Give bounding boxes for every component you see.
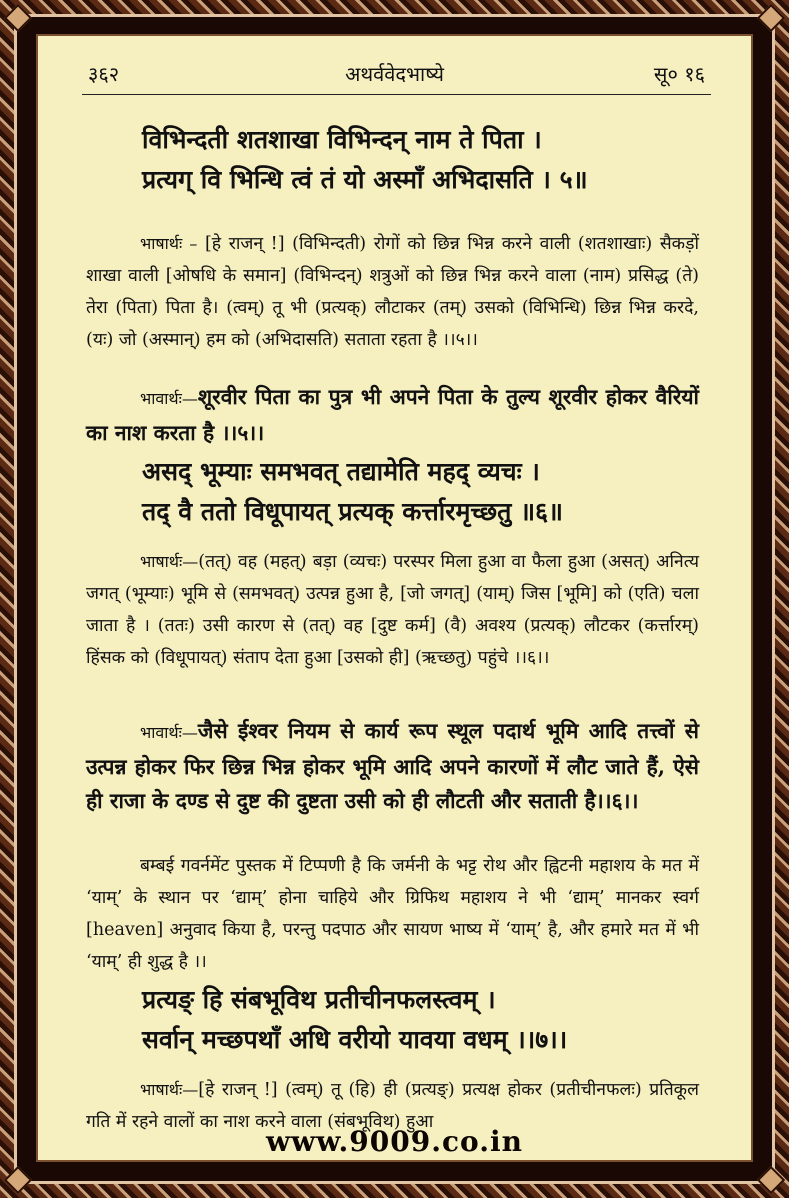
header-rule — [82, 94, 711, 95]
mantra-5-line-2: प्रत्यग् वि भिन्धि त्वं तं यो अस्माँ अभिदासति । ५॥ — [142, 165, 588, 194]
meaning-5-text: [हे राजन् !] (विभिन्दती) रोगों को छिन्न भिन्न करने वाली (शतशाखाः) सैकड़ों शाखा वाली [ओषधि के समान] (विभिन्दन्) शत्रुओं को छिन्न भिन्न करने वाला (नाम) प्रसिद्ध (ते) तेरा (पिता) पिता है। (त्वम्) तू भी (प्रत्यक्) लौटाकर (तम्) उसको (विभिन्धि) छिन्न भिन्न करदे, (यः) जो (अस्मान्) हम को (अभिदासति) सताता रहता है ।।५।। — [86, 234, 699, 350]
mantra-6-line-2: तद् वै ततो विधूपायत् प्रत्यक् कर्त्तारमृच्छतु ॥६॥ — [142, 497, 564, 526]
meaning-6 — [38, 546, 751, 674]
meaning-6-label: भाषार्थः— — [140, 552, 199, 571]
editorial-note — [38, 850, 751, 978]
bhavarth-5 — [38, 380, 751, 450]
mantra-7-line-1: प्रत्यङ् हि संबभूविथ प्रतीचीनफलस्त्वम् । — [142, 985, 496, 1014]
bhavarth-5-label: भावार्थः— — [140, 389, 198, 408]
website-watermark: www.9009.co.in — [266, 1125, 523, 1158]
mantra-5-line-1: विभिन्दती शतशाखा विभिन्दन् नाम ते पिता । — [142, 125, 542, 154]
book-title: अथर्ववेदभाष्ये — [345, 62, 444, 86]
mantra-7 — [38, 980, 751, 1060]
running-header — [38, 60, 751, 90]
meaning-5-label: भाषार्थः – — [140, 234, 198, 253]
meaning-7-text: [हे राजन् !] (त्वम्) तू (हि) ही (प्रत्यङ्) प्रत्यक्ष होकर (प्रतीचीनफलः) प्रतिकूल गति में रहने वालों का नाश करने वाला (संबभूविथ) हुआ — [86, 1080, 699, 1132]
bhavarth-6-label: भावार्थः— — [140, 723, 198, 742]
meaning-6-text: (तत्) वह (महत्) बड़ा (व्यचः) परस्पर मिला हुआ वा फैला हुआ (असत्) अनित्य जगत् (भूम्याः) भूमि से (समभवत्) उत्पन्न हुआ है, [जो जगत्] (याम्) जिस [भूमि] को (एति) चला जाता है । (ततः) उसी कारण से (तत्) वह [दुष्ट कर्म] (वै) अवश्य (प्रत्यक्) लौटकर (कर्त्तारम्) हिंसक को (विधूपायत्) संताप देता हुआ [उसको ही] (ऋच्छतु) पहुंचे ।।६।। — [86, 552, 699, 668]
editorial-note-text: बम्बई गवर्नमेंट पुस्तक में टिप्पणी है कि जर्मनी के भट्ट रोथ और ह्विटनी महाशय के मत में ‘याम्’ के स्थान पर ‘द्याम्’ होना चाहिये और ग्रिफिथ महाशय ने भी ‘द्याम्’ मानकर स्वर्ग [heaven] अनुवाद किया है, परन्तु पदपाठ और सायण भाष्य में ‘याम्’ है, और हमारे मत में भी ‘याम्’ ही शुद्ध है ।। — [86, 856, 699, 972]
bhavarth-5-text: शूरवीर पिता का पुत्र भी अपने पिता के तुल्य शूरवीर होकर वैरियों का नाश करता है ।।५।। — [86, 384, 699, 445]
mantra-6-line-1: असद् भूम्याः समभवत् तद्यामेति महद् व्यचः । — [142, 457, 540, 486]
mantra-7-line-2: सर्वान् मच्छपथाँ अधि वरीयो यावया वधम् ।।७।। — [142, 1025, 568, 1054]
bhavarth-6-text: जैसे ईश्वर नियम से कार्य रूप स्थूल पदार्थ भूमि आदि तत्त्वों से उत्पन्न होकर फिर छिन्न भिन्न होकर भूमि आदि अपने कारणों में लौट जाते हैं, ऐसे ही राजा के दण्ड से दुष्ट की दुष्टता उसी को ही लौटती और सताती है।।६।। — [86, 718, 699, 813]
page-number: ३६२ — [88, 62, 120, 86]
sukta-number: सू० १६ — [653, 62, 705, 86]
bhavarth-6 — [38, 714, 751, 818]
meaning-5 — [38, 228, 751, 356]
book-page — [36, 34, 753, 1162]
meaning-7-label: भाषार्थः— — [140, 1080, 199, 1099]
mantra-6 — [38, 452, 751, 532]
mantra-5 — [38, 120, 751, 200]
